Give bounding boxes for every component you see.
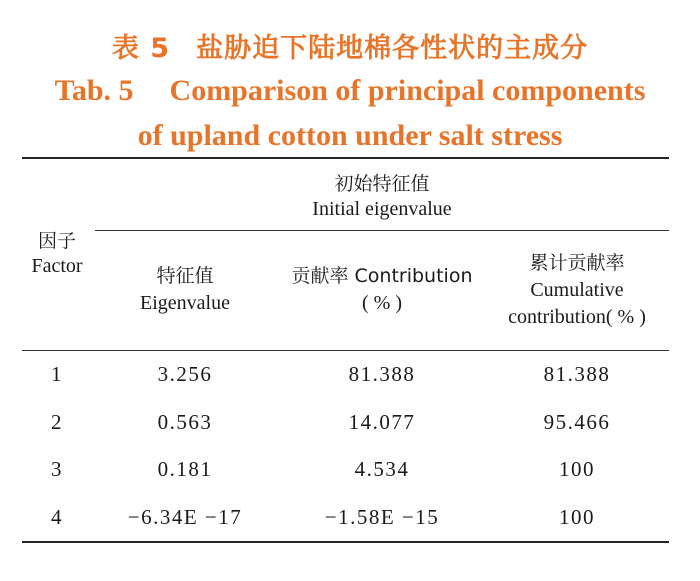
cell-cumulative: 95.466 — [543, 410, 611, 434]
header-eigen-cn: 特征值 — [156, 265, 214, 287]
cell-eigenvalue: 0.563 — [157, 410, 213, 434]
header-cum-en1: Cumulative — [530, 279, 624, 301]
header-cum-cn: 累计贡献率 — [529, 252, 625, 274]
header-rule — [22, 350, 669, 351]
cell-cumulative: 100 — [559, 505, 595, 529]
cell-cumulative: 81.388 — [543, 362, 611, 386]
header-contribution — [282, 264, 482, 316]
cell-factor: 2 — [51, 410, 63, 434]
header-factor — [22, 229, 92, 279]
cell-factor: 3 — [51, 457, 63, 481]
header-eigen-en: Eigenvalue — [140, 292, 230, 314]
cell-contribution: 4.534 — [354, 457, 410, 481]
group-rule — [95, 230, 669, 231]
header-factor-en: Factor — [31, 255, 83, 277]
header-eigenvalue — [95, 264, 275, 316]
header-group-en: Initial eigenvalue — [312, 198, 452, 220]
cell-contribution: 14.077 — [348, 410, 416, 434]
cell-contribution: −1.58E −15 — [324, 505, 440, 529]
caption-en-text1: Comparison of principal components — [169, 74, 646, 107]
cell-eigenvalue: −6.34E −17 — [127, 505, 243, 529]
caption-en-line1 — [0, 74, 700, 108]
caption-en-line2: of upland cotton under salt stress — [137, 119, 563, 152]
bottom-rule — [22, 541, 669, 543]
header-contrib-line2: ( % ) — [362, 292, 402, 314]
caption-cn — [0, 26, 700, 65]
caption-cn-text: 盐胁迫下陆地棉各性状的主成分 — [196, 33, 589, 64]
cell-cumulative: 100 — [559, 457, 595, 481]
header-cumulative — [485, 251, 669, 330]
header-factor-cn: 因子 — [37, 230, 76, 252]
caption-en-label: Tab. 5 — [54, 74, 134, 107]
cell-eigenvalue: 0.181 — [157, 457, 213, 481]
caption-cn-label: 表 5 — [111, 33, 171, 64]
header-group-cn: 初始特征值 — [334, 173, 430, 195]
top-rule — [22, 157, 669, 159]
cell-contribution: 81.388 — [348, 362, 416, 386]
cell-factor: 4 — [51, 505, 63, 529]
header-contrib-line1: 贡献率 Contribution — [291, 265, 473, 287]
header-initial-eigenvalue — [95, 172, 669, 222]
cell-factor: 1 — [51, 362, 63, 386]
header-cum-en2: contribution( % ) — [508, 306, 646, 328]
cell-eigenvalue: 3.256 — [157, 362, 213, 386]
